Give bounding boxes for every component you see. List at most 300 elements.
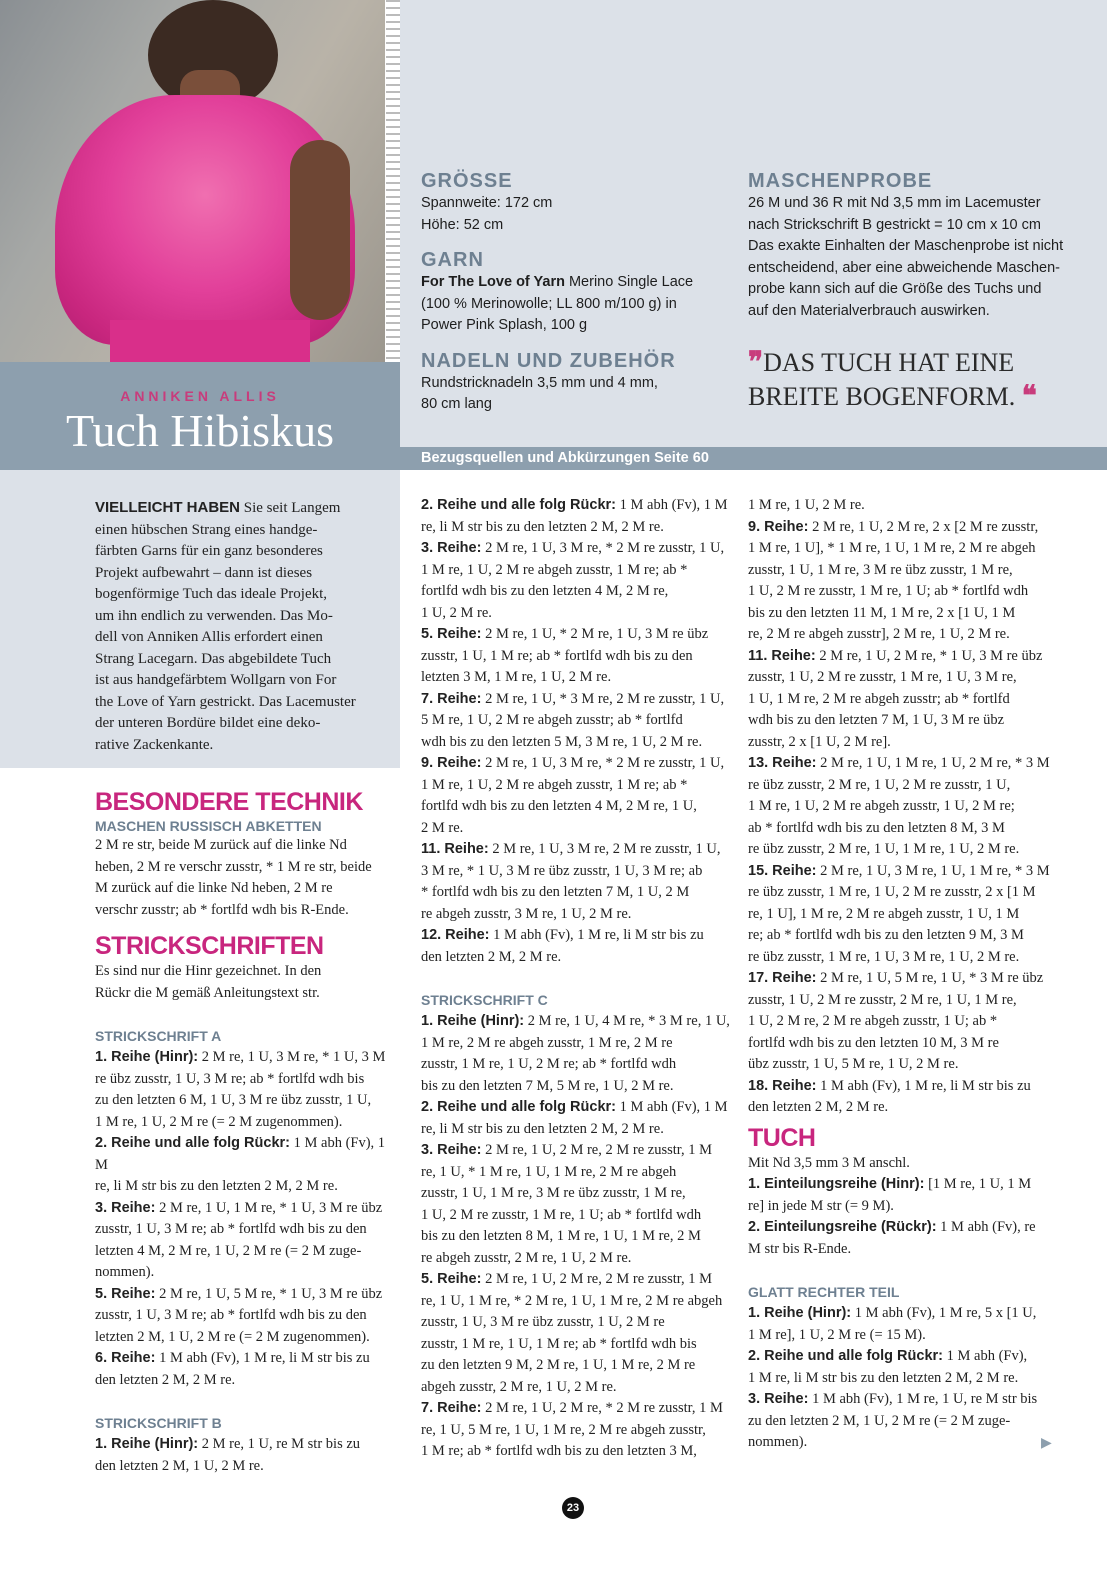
strickschrift-b-heading: STRICKSCHRIFT B [95, 1415, 222, 1431]
instruction-line [748, 1303, 1078, 1325]
row-text: 2 M re, 1 U, 2 M re, * 2 M re zusstr, 1 M [481, 1400, 723, 1416]
quote-close-icon: ❝ [1021, 381, 1037, 412]
row-label: 7. Reihe: [421, 1400, 482, 1416]
instruction-line [95, 1047, 400, 1069]
row-text: 1 M re, 1 U, 2 M re abgeh zusstr, 1 U, 2 M re; [748, 798, 1015, 814]
strickschrift-c-continued [748, 495, 1078, 1119]
instruction-line [421, 710, 731, 732]
besondere-technik-heading: BESONDERE TECHNIK [95, 788, 363, 816]
instruction-line [421, 1269, 731, 1291]
garn-heading: GARN [421, 249, 484, 271]
tuch-heading: TUCH [748, 1123, 816, 1152]
row-text: nommen). [748, 1434, 808, 1450]
row-text: 2 M re, 1 U, 2 M re, 2 M re zusstr, 1 M [481, 1271, 713, 1287]
instruction-line [748, 1432, 1078, 1454]
row-text: zu den letzten 9 M, 2 M re, 1 U, 1 M re, 2 M re [421, 1357, 696, 1373]
row-text: zusstr, 1 U, 3 M re; ab * fortlfd wdh bis zu den [95, 1221, 367, 1237]
row-text: ab * fortlfd wdh bis zu den letzten 8 M, 3 M [748, 819, 1005, 836]
author-name: ANNIKEN ALLIS [120, 388, 280, 404]
row-text: re, 1 U, 1 M re, * 2 M re, 1 U, 1 M re, 2 M re abgeh [421, 1292, 723, 1309]
probe-line: nach Strickschrift B gestrickt = 10 cm x 10 cm [748, 216, 1041, 233]
instruction-line [421, 925, 731, 947]
row-text: 2 M re, 1 U, 4 M re, * 3 M re, 1 U, [524, 1013, 730, 1029]
row-label: 2. Einteilungsreihe (Rückr): [748, 1219, 937, 1235]
column-2 [421, 495, 731, 1463]
maschenprobe-text [748, 193, 1088, 322]
russisch-abketten-text [95, 835, 400, 921]
instruction-line [421, 581, 731, 603]
instruction-line [748, 775, 1078, 797]
column-3 [748, 495, 1078, 1454]
row-text: 1 M abh (Fv), 1 M [615, 1099, 728, 1115]
row-text: wdh bis zu den letzten 7 M, 1 U, 3 M re übz [748, 712, 1005, 728]
nadeln-heading: NADELN UND ZUBEHÖR [421, 349, 676, 372]
row-text: 1 M re, 1 U, 2 M re abgeh zusstr, 1 M re; ab * [421, 776, 688, 793]
row-label: 9. Reihe: [421, 755, 482, 771]
instruction-line [421, 1441, 731, 1463]
row-text: 2 M re, 1 U, 2 M re, * 1 U, 3 M re übz [815, 647, 1043, 664]
instruction-line [95, 1305, 400, 1327]
nadeln-line: 80 cm lang [421, 396, 492, 412]
garn-name: Merino Single Lace [564, 274, 694, 290]
row-label: 13. Reihe: [748, 755, 817, 771]
row-text: letzten 4 M, 2 M re, 1 U, 2 M re (= 2 M zuge- [95, 1242, 362, 1259]
instruction-line [748, 968, 1078, 990]
text-line: heben, 2 M re verschr zusstr, * 1 M re str, beide [95, 858, 372, 875]
row-text: 1 M abh (Fv), [942, 1348, 1028, 1364]
row-text: 2 M re, 1 U, 5 M re, * 1 U, 3 M re übz [155, 1285, 383, 1302]
row-text: 1 U, 2 M re zusstr, 1 M re, 1 U; ab * fortlfd wdh [748, 583, 1029, 599]
row-text: 2 M re, 1 U, * 2 M re, 1 U, 3 M re übz [481, 626, 709, 642]
row-text: abgeh zusstr, 2 M re, 1 U, 2 M re. [421, 1378, 617, 1395]
instruction-line [421, 1334, 731, 1356]
intro-line: einen hübschen Strang eines handge- [95, 521, 318, 538]
instruction-line [748, 753, 1078, 775]
intro-line: dell von Anniken Allis erfordert einen [95, 629, 323, 645]
row-label: 2. Reihe und alle folg Rückr: [421, 1099, 616, 1115]
strickschriften-text [95, 961, 400, 1004]
row-text: den letzten 2 M, 2 M re. [748, 1099, 889, 1115]
row-text: re übz zusstr, 1 M re, 1 U, 3 M re, 1 U, 2 M re. [748, 948, 1020, 965]
row-text: * fortlfd wdh bis zu den letzten 7 M, 1 U, 2 M [421, 884, 690, 900]
instruction-line [748, 1033, 1078, 1055]
instruction-line [748, 1217, 1078, 1239]
instruction-line [748, 1196, 1078, 1218]
row-label: 18. Reihe: [748, 1077, 817, 1094]
instruction-line [421, 1054, 731, 1076]
instruction-line [95, 1069, 400, 1091]
instruction-line [421, 1183, 731, 1205]
instruction-line [95, 1198, 400, 1220]
row-label: 9. Reihe: [748, 518, 809, 535]
instruction-line [748, 947, 1078, 969]
instruction-line [421, 1205, 731, 1227]
instruction-line [95, 1456, 400, 1478]
row-text: letzten 3 M, 1 M re, 1 U, 2 M re. [421, 669, 612, 685]
row-text: 1 M re, 1 U], * 1 M re, 1 U, 1 M re, 2 M re abgeh [748, 540, 1036, 556]
intro-line: bogenförmige Tuch das ideale Projekt, [95, 586, 328, 602]
row-text: zusstr, 1 U, 2 M re zusstr, 2 M re, 1 U, 1 M re, [748, 991, 1017, 1008]
row-text: zusstr, 2 x [1 U, 2 M re]. [748, 733, 891, 750]
row-text: re, li M str bis zu den letzten 2 M, 2 M re. [421, 518, 664, 535]
row-text: 2 M re, 1 U, 5 M re, 1 U, * 3 M re übz [816, 970, 1044, 986]
row-text: 1 M abh (Fv), 1 M re, 1 U, re M str bis [808, 1391, 1038, 1407]
instruction-line [748, 560, 1078, 582]
row-text: 1 M re, 1 U, 2 M re (= 2 M zugenommen). [95, 1113, 343, 1130]
row-text: zu den letzten 2 M, 1 U, 2 M re (= 2 M zuge- [748, 1412, 1011, 1429]
row-text: letzten 2 M, 1 U, 2 M re (= 2 M zugenommen). [95, 1328, 370, 1345]
info-column-left [421, 170, 741, 416]
quote-open-icon: ❞ [748, 347, 764, 378]
strickschrift-c-text [421, 1011, 731, 1463]
instruction-line [748, 1239, 1078, 1261]
row-label: 11. Reihe: [421, 841, 489, 857]
instruction-line [748, 1076, 1078, 1098]
instruction-line [748, 495, 1078, 517]
row-text: 1 M abh (Fv), re [936, 1219, 1036, 1235]
row-text: re; ab * fortlfd wdh bis zu den letzten 9 M, 3 M [748, 927, 1024, 943]
row-text: 1 M abh (Fv), 1 M re, li M str bis zu [489, 927, 704, 943]
intro-lead: VIELLEICHT HABEN [95, 499, 241, 516]
instruction-line [748, 646, 1078, 668]
continue-arrow-icon: ▶ [1041, 1436, 1052, 1451]
instruction-line [95, 1327, 400, 1349]
instruction-line [748, 732, 1078, 754]
row-text: nommen). [95, 1264, 155, 1280]
intro-line: Projekt aufbewahrt – dann ist dieses [95, 564, 313, 581]
row-text: 2 M re, 1 U, 1 M re, 1 U, 2 M re, * 3 M [816, 755, 1050, 771]
row-label: 3. Reihe: [95, 1199, 156, 1216]
row-text: den letzten 2 M, 2 M re. [421, 948, 562, 965]
page-number: 23 [562, 1497, 584, 1519]
row-text: 2 M re, 1 U, 3 M re, * 2 M re zusstr, 1 U, [481, 755, 725, 771]
probe-line: probe kann sich auf die Größe des Tuchs und [748, 281, 1042, 297]
instruction-line [748, 538, 1078, 560]
row-text: zusstr, 1 U, 1 M re, 3 M re übz zusstr, 1 M re, [421, 1185, 686, 1201]
quote-line: BREITE BOGENFORM. [748, 382, 1016, 411]
row-text: 2 M re. [421, 819, 464, 836]
instruction-line [748, 581, 1078, 603]
instruction-line [95, 1284, 400, 1306]
row-text: M str bis R-Ende. [748, 1240, 852, 1257]
row-text: re, 1 U], 1 M re, 2 M re abgeh zusstr, 1 U, 1 M [748, 905, 1020, 922]
row-label: 11. Reihe: [748, 647, 816, 664]
instruction-line [421, 560, 731, 582]
pull-quote [748, 346, 1068, 414]
row-text: 1 M re], 1 U, 2 M re (= 15 M). [748, 1326, 926, 1343]
row-text: 1 M abh (Fv), 1 M [95, 1135, 386, 1173]
row-text: re] in jede M str (= 9 M). [748, 1197, 894, 1214]
garn-line: (100 % Merinowolle; LL 800 m/100 g) in [421, 295, 677, 312]
instruction-line [95, 1176, 400, 1198]
instruction-line [748, 624, 1078, 646]
instruction-line [748, 1325, 1078, 1347]
row-text: bis zu den letzten 8 M, 1 M re, 1 U, 1 M re, 2 M [421, 1228, 701, 1244]
row-text: 1 M abh (Fv), 1 M re, 5 x [1 U, [851, 1305, 1037, 1321]
row-label: 2. Reihe und alle folg Rückr: [748, 1348, 943, 1364]
instruction-line [421, 1248, 731, 1270]
row-label: 2. Reihe und alle folg Rückr: [95, 1135, 290, 1151]
instruction-line [421, 1377, 731, 1399]
row-text: Mit Nd 3,5 mm 3 M anschl. [748, 1154, 910, 1171]
instruction-line [421, 1097, 731, 1119]
groesse-heading: GRÖSSE [421, 170, 513, 192]
groesse-line: Höhe: 52 cm [421, 216, 504, 233]
row-text: zusstr, 1 U, 3 M re; ab * fortlfd wdh bis zu den [95, 1307, 367, 1323]
page-title: Tuch Hibiskus [66, 405, 334, 456]
row-text: zusstr, 1 U, 2 M re zusstr, 1 M re, 1 U, 3 M re, [748, 669, 1017, 685]
row-text: den letzten 2 M, 1 U, 2 M re. [95, 1457, 264, 1474]
row-text: 2 M re, 1 U, 3 M re, * 1 U, 3 M [198, 1049, 386, 1065]
instruction-line [748, 1389, 1078, 1411]
instruction-line [421, 667, 731, 689]
instruction-line [748, 796, 1078, 818]
row-text: fortlfd wdh bis zu den letzten 10 M, 3 M re [748, 1034, 999, 1051]
intro-line: ist aus handgefärbtem Wollgarn von For [95, 672, 337, 688]
garn-text [421, 272, 741, 337]
row-text: zusstr, 1 U, 1 M re; ab * fortlfd wdh bis zu den [421, 647, 693, 664]
instruction-line [95, 1241, 400, 1263]
instruction-line [421, 1140, 731, 1162]
row-label: 3. Reihe: [748, 1391, 809, 1407]
intro-line: färbten Garns für ein ganz besonderes [95, 543, 323, 559]
row-text: 1 M re; ab * fortlfd wdh bis zu den letzten 3 M, [421, 1443, 697, 1459]
instruction-line [421, 732, 731, 754]
text-line: verschr zusstr; ab * fortlfd wdh bis R-Ende. [95, 901, 349, 918]
instruction-line [748, 1054, 1078, 1076]
instruction-line [748, 925, 1078, 947]
instruction-line [748, 818, 1078, 840]
row-text: 1 M re, 1 U, 2 M re. [748, 497, 865, 513]
strickschrift-b-continued [421, 495, 731, 968]
row-label: 1. Reihe (Hinr): [95, 1049, 199, 1065]
text-line: Rückr die M gemäß Anleitungstext str. [95, 984, 320, 1001]
row-text: 1 M re, 2 M re abgeh zusstr, 1 M re, 2 M re [421, 1034, 673, 1051]
row-text: 2 M re, 1 U, * 3 M re, 2 M re zusstr, 1 U, [481, 690, 725, 707]
row-text: fortlfd wdh bis zu den letzten 4 M, 2 M re, 1 U, [421, 798, 697, 814]
row-text: re abgeh zusstr, 3 M re, 1 U, 2 M re. [421, 905, 632, 922]
glatt-rechter-teil-text [748, 1303, 1078, 1454]
instruction-line [95, 1370, 400, 1392]
garn-line: Power Pink Splash, 100 g [421, 317, 588, 333]
instruction-line [421, 1011, 731, 1033]
intro-line: Strang Lacegarn. Das abgebildete Tuch [95, 650, 332, 667]
instruction-line [421, 646, 731, 668]
row-text: re übz zusstr, 1 M re, 1 U, 2 M re zusstr, 2 x [1 M [748, 884, 1036, 900]
instruction-line [748, 517, 1078, 539]
glatt-rechter-teil-heading: GLATT RECHTER TEIL [748, 1284, 900, 1300]
instruction-line [421, 603, 731, 625]
instruction-line [421, 1226, 731, 1248]
instruction-line [748, 689, 1078, 711]
row-text: 2 M re, 1 U, 3 M re, 1 U, 1 M re, * 3 M [816, 862, 1050, 879]
info-column-right [748, 170, 1088, 322]
instruction-line [421, 495, 731, 517]
strickschriften-heading: STRICKSCHRIFTEN [95, 932, 324, 960]
instruction-line [748, 1153, 1078, 1175]
row-text: 3 M re, * 1 U, 3 M re übz zusstr, 1 U, 3 M re; ab [421, 862, 703, 879]
intro-line: the Love of Yarn gestrickt. Das Lacemuster [95, 693, 356, 710]
row-text: re übz zusstr, 2 M re, 1 U, 1 M re, 1 U, 2 M re. [748, 841, 1020, 857]
row-text: 2 M re, 1 U, 2 M re, 2 M re zusstr, 1 M [481, 1142, 713, 1158]
row-label: 12. Reihe: [421, 927, 490, 943]
probe-line: entscheidend, aber eine abweichende Maschen- [748, 259, 1060, 276]
strickschrift-b-text [95, 1434, 400, 1477]
probe-line: auf den Materialverbrauch auswirken. [748, 302, 990, 319]
row-text: 2 M re, 1 U, re M str bis zu [198, 1436, 361, 1452]
maschenprobe-heading: MASCHENPROBE [748, 170, 933, 192]
row-label: 1. Reihe (Hinr): [421, 1013, 525, 1029]
row-text: zusstr, 1 U, 3 M re übz zusstr, 1 U, 2 M re [421, 1314, 665, 1330]
instruction-line [421, 753, 731, 775]
row-text: 2 M re, 1 U, 2 M re, 2 x [2 M re zusstr, [808, 518, 1039, 535]
row-text: 2 M re, 1 U, 3 M re, 2 M re zusstr, 1 U, [488, 841, 721, 857]
row-label: 17. Reihe: [748, 970, 817, 986]
instruction-line [95, 1219, 400, 1241]
instruction-line [421, 1033, 731, 1055]
instruction-line [421, 796, 731, 818]
row-text: 1 M abh (Fv), 1 M [615, 497, 728, 513]
probe-line: Das exakte Einhalten der Maschenprobe ist nicht [748, 238, 1064, 254]
row-text: 5 M re, 1 U, 2 M re abgeh zusstr; ab * fortlfd [421, 712, 683, 728]
row-label: 3. Reihe: [421, 1142, 482, 1158]
instruction-line [421, 882, 731, 904]
instruction-line [748, 882, 1078, 904]
instruction-line [421, 517, 731, 539]
row-text: re, li M str bis zu den letzten 2 M, 2 M re. [421, 1120, 664, 1137]
instruction-line [421, 947, 731, 969]
instruction-line [748, 1346, 1078, 1368]
intro-line: rative Zackenkante. [95, 736, 214, 753]
intro-line: um ihn endlich zu verwenden. Das Mo- [95, 607, 333, 624]
instruction-line [748, 667, 1078, 689]
text-line: Es sind nur die Hinr gezeichnet. In den [95, 963, 322, 979]
row-label: 1. Einteilungsreihe (Hinr): [748, 1176, 925, 1192]
instruction-line [421, 775, 731, 797]
groesse-text [421, 193, 741, 236]
instruction-line [421, 861, 731, 883]
instruction-line [95, 1112, 400, 1134]
row-label: 5. Reihe: [95, 1285, 156, 1302]
row-text: 1 U, 2 M re zusstr, 1 M re, 1 U; ab * fortlfd wdh [421, 1206, 702, 1223]
instruction-line [748, 1411, 1078, 1433]
instruction-line [748, 990, 1078, 1012]
instruction-line [748, 861, 1078, 883]
garn-brand: For The Love of Yarn [421, 274, 565, 290]
row-text: 1 M abh (Fv), 1 M re, li M str bis zu [816, 1077, 1031, 1094]
nadeln-line: Rundstricknadeln 3,5 mm und 4 mm, [421, 374, 658, 391]
row-text: 1 U, 2 M re. [421, 604, 492, 621]
text-line: M zurück auf die linke Nd heben, 2 M re [95, 880, 333, 896]
row-text: 2 M re, 1 U, 1 M re, * 1 U, 3 M re übz [155, 1199, 383, 1216]
instruction-line [421, 1420, 731, 1442]
row-text: 1 M re, li M str bis zu den letzten 2 M, 2 M re. [748, 1369, 1019, 1386]
row-text: 1 U, 2 M re, 2 M re abgeh zusstr, 1 U; ab * [748, 1013, 998, 1029]
instruction-line [421, 904, 731, 926]
russisch-abketten-heading: MASCHEN RUSSISCH ABKETTEN [95, 818, 322, 834]
instruction-line [421, 1291, 731, 1313]
strickschrift-c-heading: STRICKSCHRIFT C [421, 992, 548, 1008]
quote-line: DAS TUCH HAT EINE [763, 348, 1015, 377]
row-label: 15. Reihe: [748, 862, 817, 879]
instruction-line [748, 1011, 1078, 1033]
instruction-line [95, 1090, 400, 1112]
instruction-line [748, 839, 1078, 861]
row-label: 1. Reihe (Hinr): [748, 1305, 852, 1321]
row-text: bis zu den letzten 7 M, 5 M re, 1 U, 2 M re. [421, 1077, 674, 1094]
row-text: re übz zusstr, 2 M re, 1 U, 2 M re zusstr, 1 U, [748, 776, 1011, 793]
instruction-line [748, 603, 1078, 625]
instruction-line [95, 1133, 400, 1176]
tuch-text [748, 1153, 1078, 1261]
instruction-line [748, 1097, 1078, 1119]
row-label: 3. Reihe: [421, 540, 482, 556]
model-photo [0, 0, 385, 362]
instruction-line [421, 1355, 731, 1377]
bezugsquellen-note: Bezugsquellen und Abkürzungen Seite 60 [421, 450, 709, 466]
text-line: 2 M re str, beide M zurück auf die linke Nd [95, 837, 347, 853]
row-text: wdh bis zu den letzten 5 M, 3 M re, 1 U, 2 M re. [421, 733, 703, 750]
instruction-line [95, 1434, 400, 1456]
probe-line: 26 M und 36 R mit Nd 3,5 mm im Lacemuster [748, 195, 1041, 211]
instruction-line [421, 538, 731, 560]
instruction-line [421, 1312, 731, 1334]
row-text: übz zusstr, 1 U, 5 M re, 1 U, 2 M re. [748, 1056, 959, 1072]
strickschrift-a-text [95, 1047, 400, 1391]
row-text: re, li M str bis zu den letzten 2 M, 2 M re. [95, 1178, 338, 1194]
instruction-line [95, 1262, 400, 1284]
instruction-line [421, 1162, 731, 1184]
row-label: 2. Reihe und alle folg Rückr: [421, 497, 616, 513]
row-text: [1 M re, 1 U, 1 M [924, 1176, 1032, 1192]
strickschrift-a-heading: STRICKSCHRIFT A [95, 1028, 222, 1044]
intro-line: der unteren Bordüre bildet eine deko- [95, 715, 321, 731]
row-label: 6. Reihe: [95, 1350, 156, 1366]
row-label: 1. Reihe (Hinr): [95, 1436, 199, 1452]
row-text: bis zu den letzten 11 M, 1 M re, 2 x [1 U, 1 M [748, 604, 1016, 621]
row-text: den letzten 2 M, 2 M re. [95, 1371, 236, 1388]
row-label: 5. Reihe: [421, 626, 482, 642]
row-text: 2 M re, 1 U, 3 M re, * 2 M re zusstr, 1 U, [481, 540, 725, 556]
row-text: zusstr, 1 M re, 1 U, 1 M re; ab * fortlfd wdh bis [421, 1335, 697, 1352]
intro-text [95, 497, 385, 756]
instruction-line [748, 710, 1078, 732]
column-1 [95, 787, 400, 1477]
row-text: fortlfd wdh bis zu den letzten 4 M, 2 M re, [421, 583, 669, 599]
row-text: re, 1 U, 5 M re, 1 U, 1 M re, 2 M re abgeh zusstr, [421, 1421, 706, 1438]
instruction-line [421, 1076, 731, 1098]
instruction-line [748, 904, 1078, 926]
row-text: re, 2 M re abgeh zusstr], 2 M re, 1 U, 2 M re. [748, 626, 1010, 642]
row-text: zusstr, 1 M re, 1 U, 2 M re; ab * fortlfd wdh [421, 1056, 677, 1072]
instruction-line [421, 689, 731, 711]
instruction-line [421, 1398, 731, 1420]
row-text: zu den letzten 6 M, 1 U, 3 M re übz zusstr, 1 U, [95, 1092, 372, 1108]
row-text: 1 M abh (Fv), 1 M re, li M str bis zu [155, 1350, 370, 1366]
instruction-line [421, 839, 731, 861]
groesse-line: Spannweite: 172 cm [421, 195, 553, 211]
row-text: zusstr, 1 U, 1 M re, 3 M re übz zusstr, 1 M re, [748, 561, 1013, 578]
instruction-line [748, 1174, 1078, 1196]
row-text: re übz zusstr, 1 U, 3 M re; ab * fortlfd wdh bis [95, 1070, 365, 1087]
row-text: re abgeh zusstr, 2 M re, 1 U, 2 M re. [421, 1249, 632, 1266]
row-text: 1 M re, 1 U, 2 M re abgeh zusstr, 1 M re; ab * [421, 561, 688, 578]
instruction-line [421, 624, 731, 646]
row-label: 5. Reihe: [421, 1271, 482, 1287]
instruction-line [421, 818, 731, 840]
row-label: 7. Reihe: [421, 690, 482, 707]
nadeln-text [421, 373, 741, 416]
